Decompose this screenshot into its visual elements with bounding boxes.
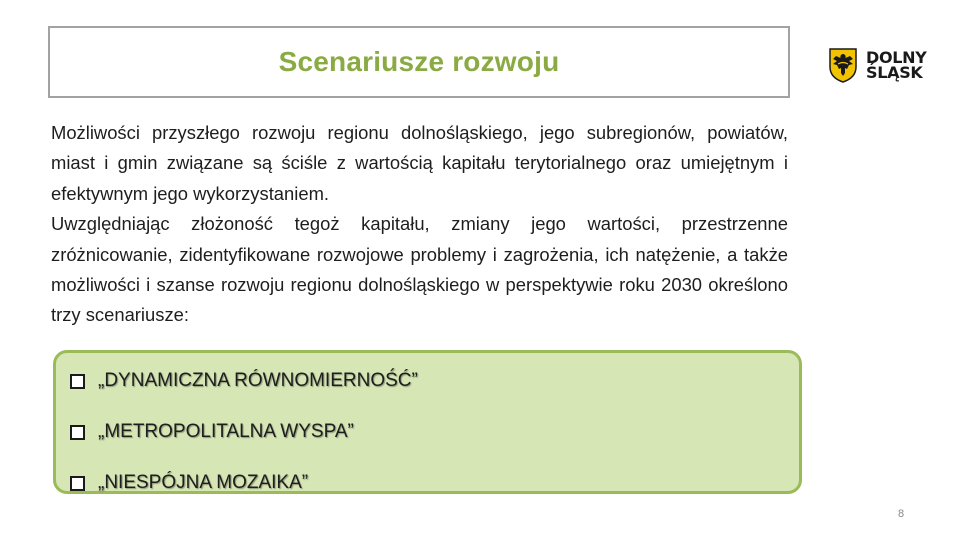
scenario-list: [70, 367, 418, 520]
eagle-shield-icon: [828, 47, 858, 83]
scenario-label: „NIESPÓJNA MOZAIKA”: [98, 472, 309, 493]
logo-line-2: ŚLĄSK: [866, 63, 923, 82]
page-title: Scenariusze rozwoju: [278, 46, 560, 77]
dolny-slask-logo: [828, 46, 934, 84]
scenario-item: [70, 469, 418, 497]
logo-text: [866, 50, 927, 80]
paragraph-1: Możliwości przyszłego rozwoju regionu dolnośląskiego, jego subregionów, powiatów, miast i gmin związane są ściśle z wartością kapitału terytorialnego oraz umiejętnym i efektywnym jego wykorzystaniem.: [51, 122, 788, 204]
checkbox-bullet-icon: [70, 374, 85, 389]
scenario-item: [70, 367, 418, 395]
scenario-label: „METROPOLITALNA WYSPA”: [98, 421, 354, 442]
paragraph-2: Uwzględniając złożoność tegoż kapitału, zmiany jego wartości, przestrzenne zróżnicowanie, zidentyfikowane rozwojowe problemy i zagrożenia, ich natężenie, a także możliwości i szanse rozwoju regionu dolnośląskiego w perspektywie roku 2030 określono trzy scenariusze:: [51, 213, 788, 326]
scenarios-box: [53, 350, 802, 494]
title-box: [48, 26, 790, 98]
checkbox-bullet-icon: [70, 425, 85, 440]
checkbox-bullet-icon: [70, 476, 85, 491]
body-text: [51, 118, 788, 331]
page-number: 8: [898, 508, 905, 520]
scenario-label: „DYNAMICZNA RÓWNOMIERNOŚĆ”: [98, 370, 418, 391]
logo-line-1: DOLNY: [866, 48, 927, 67]
scenario-item: [70, 418, 418, 446]
